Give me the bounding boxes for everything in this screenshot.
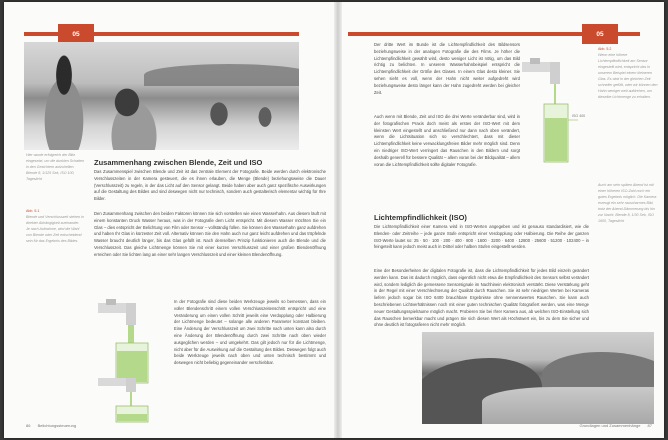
body-paragraph: Der dritte Wert im Bunde ist die Lichtempfindlichkeit des Bildsensors beziehungsweise in der analogen Fotografie die des Films. Je höher die Lichtempfindlichkeit gewählt wird, desto weniger Licht ist nötig, um das Bild richtig zu belichten. In unserem Wasserhahnbeispiel entspricht die Lichtempfindlichkeit der Größe des Glases. In einem Glas desto kleiner. Sie sehen sieht es voll, wenn der Hahn nicht weiter aufgedreht wird beziehungsweise desto länger kann der Hahn zugedreht werden bei gleicher Zeit. [374, 42, 520, 95]
photo-caption-text: Hier wurde erfolgreich der Blitz eingesetzt, um die dunklen Schatten in den Gesichtern aufzuhellen. Blende 8, 1/125 Sek, ISO 100, Tageslicht [26, 153, 84, 181]
faucet-iso-illustration [520, 58, 594, 168]
page-number [579, 423, 652, 428]
body-paragraph: In der Fotografie sind diese beiden Werkzeuge jeweils so bemessen, dass ein voller Blendenschritt einem vollen Verschlusszeitenschritt entspricht und eine Veränderung um einen vollen Schritt jeweils eine Verdopplung oder Halbierung der Lichtmenge bedeutet – solange alle anderen Parameter konstant bleiben. Eine Änderung der Verschlusszeit um zwei Schritte nach unten kann also durch eine Änderung der Blendenöffnung durch zwei Schritte nach oben wieder ausgeglichen werden – und umgekehrt. Das gilt jedoch nur für die Lichtmenge, nicht aber für die Auswirkung auf die Gestaltung des Bildes. Deswegen folgt auch beide Werkzeuge jeweils nach oben und unten technisch bestimmt und deswegen nicht beliebig gegeneinander verschiebbar. [174, 299, 326, 366]
body-paragraph: Auch wenn mit Blende, Zeit und ISO die drei Werte veränderbar sind, wird in der fotografischen Praxis doch meist als erstes der ISO-Wert mit dem kleinsten Wert eingestellt und anschließend nur dann nach oben verändert, wenn die Lichtsituation sich so verschlechtert, dass mit dieser Lichtempfindlichkeit keine verwacklungsfreien Bilder mehr möglich sind. Denn ein niedriger ISO-Wert verringert das Rauschen in den Bildern und sorgt deshalb generell für bessere Qualität – allem voran bei der Bildqualität – allem voran die Lichtempfindlichkeit sollte digitaler Fotografie. [374, 114, 520, 167]
section-heading: Lichtempfindlichkeit (ISO) [374, 213, 467, 222]
figure-caption [26, 208, 84, 244]
faucet-illustration [96, 299, 174, 389]
running-title: Belichtungssteuerung [37, 423, 77, 428]
chapter-number-badge: 05 [58, 24, 94, 44]
chapter-number-badge: 05 [582, 24, 618, 44]
page-number-value: 86 [26, 423, 31, 428]
page-number [26, 423, 76, 428]
lake-photo [422, 332, 654, 424]
body-paragraph: Eine der Besonderheiten der digitalen Fotografie ist, dass die Lichtempfindlichkeit für jedes Bild einzeln geändert werden kann. Das ist dadurch möglich, dass eigentlich nicht etwa die Empfindlichkeit des Sensors selbst verändert wird, sondern lediglich die gemessene Sensorsignale im Nachhinein elektronisch verstärkt. Diese Verstärkung geht in der Regel mit einer Verschlechterung der Qualität durch Rauschen. Sie ist sehr niedrigen Werten bei Kameras liefern jedoch sogar bis ISO 6400 brauchbare Ergebnisse ohne nennenswertes Rauschen. Sie kann auch beschriebenen Lichtverhältnissen noch mit einer guten technischen Qualität fotografiert werden, was eine Menge neuer Gestaltungsspielräume möglich macht. Probieren Sie bei Ihrer Kamera aus, ab welchen ISO-Einstellung sich das Rauschen bemerkbar macht und prägen Sie sich diesen Wert als Höchstwert ein, bis zu dem Sie sicher und ohne deutlich ist fotografieren nicht mehr möglich. [374, 268, 589, 328]
book-spread [4, 2, 664, 438]
body-paragraph: Den Zusammenhang zwischen den beiden Faktoren können Sie sich vorstellen wie einen Wasserhahn. Aus diesem läuft mit einem konstanten Druck Wasser heraus, was in der Fotografie dem Licht entspricht. Mit diesem Wasser möchten Sie ein Glas – dies entspricht der Belichtung von Film oder Sensor – vollständig füllen. Sie können den Wasserhahn ganz aufdrehen und haben Ihr Glas in kürzester Zeit voll. Alternativ können Sie den Hahn auch nur ganz leicht aufdrehen und das tröpfelnde Wasser braucht deutlich länger, bis das Glas gefüllt ist. Nach demselben Prinzip funktionieren auch die Blende und die Verschlusszeit. Das gleiche Lichtmenge können Sie mit einer kurzen Verschlusszeit und einer großen Blendenöffnung erreichen oder Sie lichten lang an einer sehr langen Verschlusszeit und einer kleinen Blendenöffnung. [94, 211, 326, 257]
photo-caption-text: Auch am sehr späten Abend ist mit einer höheren ISO-Zahl noch ein gutes Ergebnis möglich. Die Kamera erzeugt ein sehr rauscharmes Bild, trotz der Abend-Dämmerung bis hin zur Nacht. Blende 8, 1/30 Sek, ISO 1600, Tageslicht [598, 183, 657, 223]
figure-caption-label: Abb. 5.2 [598, 47, 612, 51]
iso-label: ISO 400 [572, 114, 586, 118]
body-paragraph: Die Lichtempfindlichkeit einer Kamera wird in ISO-Werten angegeben und ist genauso standardisiert, wie die Blenden- oder Zeitreihe – jede ganze Stufe entspricht einer Verdopplung oder Halbierung. Die Reihe der ganzen ISO-Werte lautet so: 25 · 50 · 100 · 200 · 400 · 800 · 1600 · 3200 · 6400 · 12800 · 25600 · 51200 · 102400 – in feingeteilt kann jedoch meist auch in Drittel oder halben Stufen eingestellt werden. [374, 224, 589, 250]
figure-caption-text: Blende und Verschlusszeit stehen in direkter Abhängigkeit zueinander. Je nach Aufnahme, wird die Wahl von Blende oder Zeit entscheidend sein für das Ergebnis des Bildes. [26, 215, 84, 243]
section-heading: Zusammenhang zwischen Blende, Zeit und ISO [94, 158, 263, 167]
page-number-value: 87 [647, 423, 652, 428]
figure-caption [598, 46, 658, 100]
photo-caption [598, 182, 658, 224]
faucet-illustration [96, 378, 174, 423]
running-title: Grundlagen und Zusammenhänge [579, 423, 641, 428]
book-gutter [334, 2, 342, 438]
left-page [4, 2, 334, 438]
figure-caption-text: Wenn eine höhere Lichtempfindlichkeit am Sensor eingestellt wird, entspricht das in unserem Beispiel einem kleineren Glas. Es wird in der gleichen Zeit schneller gefüllt, oder wir können den Hahn weniger weit aufdrehen, um dieselbe Lichtmenge zu erhalten. [598, 53, 658, 99]
right-page [342, 2, 664, 438]
beach-photo [24, 42, 299, 150]
figure-caption-label: Abb. 5.1 [26, 209, 40, 213]
body-paragraph: Das Zusammenspiel zwischen Blende und Zeit ist das zentrale Element der Fotografie. Beide werden durch elektronische Verschlusszeiten in der Kamera gesteuert, die es ihnen erlauben, die Menge (Blende) beziehungsweise die Dauer (Verschlusszeit) zu regeln, in der das Licht auf den Sensor gelangt. Beide haben aber auch ganz spezifische Auswirkungen auf die Gestaltung des Bildes und sind deswegen nicht nur technisch, sondern auch gestalterisch elementar wichtig für Ihre Bilder. [94, 169, 326, 202]
photo-caption [26, 152, 84, 182]
